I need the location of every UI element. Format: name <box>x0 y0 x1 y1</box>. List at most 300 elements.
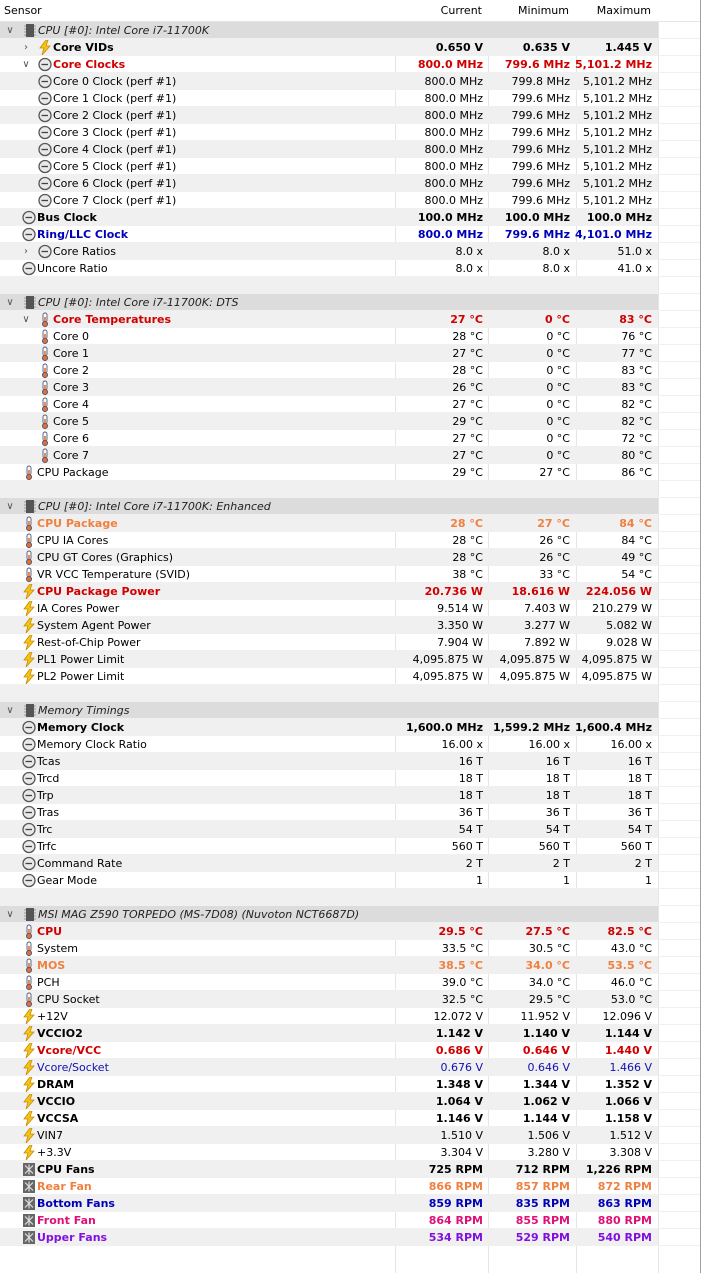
sensor-row[interactable] <box>0 175 700 192</box>
maximum-value: 18 T <box>627 772 652 785</box>
maximum-value: 100.0 MHz <box>586 211 652 224</box>
maximum-value: 82 °C <box>621 415 652 428</box>
sensor-group-row[interactable] <box>0 294 700 311</box>
sensor-row[interactable] <box>0 600 700 617</box>
sensor-label: Bottom Fans <box>37 1197 115 1210</box>
chevron-down-icon[interactable]: ∨ <box>22 314 30 325</box>
minimum-value: 799.6 MHz <box>504 58 570 71</box>
clock-icon <box>22 856 36 871</box>
sensor-row[interactable] <box>0 1178 700 1195</box>
sensor-row[interactable] <box>0 736 700 753</box>
sensor-row[interactable] <box>0 872 700 889</box>
sensor-row[interactable] <box>0 838 700 855</box>
sensor-label: Ring/LLC Clock <box>37 228 129 241</box>
maximum-value: 540 RPM <box>597 1231 652 1244</box>
sensor-row[interactable] <box>0 787 700 804</box>
maximum-value: 1.158 V <box>604 1112 652 1125</box>
spacer-row <box>0 685 700 702</box>
minimum-value: 16.00 x <box>528 738 570 751</box>
current-value: 28 °C <box>452 551 483 564</box>
chevron-down-icon[interactable]: ∨ <box>6 909 14 920</box>
sensor-label: Core 4 <box>53 398 89 411</box>
sensor-label: Trp <box>37 789 54 802</box>
chevron-down-icon[interactable]: ∨ <box>6 705 14 716</box>
thermometer-icon <box>22 975 36 990</box>
maximum-value: 76 °C <box>621 330 652 343</box>
sensor-row[interactable] <box>0 1161 700 1178</box>
sensor-row[interactable] <box>0 1025 700 1042</box>
sensor-label: Memory Clock Ratio <box>37 738 147 751</box>
clock-icon <box>22 720 36 735</box>
sensor-label: PCH <box>37 976 60 989</box>
sensor-row[interactable] <box>0 209 700 226</box>
sensor-row[interactable] <box>0 583 700 600</box>
current-value: 27 °C <box>450 313 483 326</box>
maximum-value: 1,600.4 MHz <box>574 721 652 734</box>
sensor-row[interactable] <box>0 192 700 209</box>
current-value: 27 °C <box>452 398 483 411</box>
current-value: 4,095.875 W <box>412 653 483 666</box>
current-value: 1.510 V <box>440 1129 483 1142</box>
thermometer-icon <box>38 329 52 344</box>
chip-icon <box>23 703 37 718</box>
clock-icon <box>22 210 36 225</box>
sensor-row[interactable] <box>0 311 700 328</box>
current-value: 800.0 MHz <box>424 126 483 139</box>
sensor-label: Core 3 Clock (perf #1) <box>53 126 177 139</box>
chevron-down-icon[interactable]: ∨ <box>6 25 14 36</box>
current-value: 800.0 MHz <box>424 177 483 190</box>
sensor-label: System <box>37 942 79 955</box>
maximum-value: 5,101.2 MHz <box>582 177 652 190</box>
sensor-label: Core 4 Clock (perf #1) <box>53 143 177 156</box>
sensor-label: CPU <box>37 925 63 938</box>
sensor-row[interactable] <box>0 73 700 90</box>
sensor-row[interactable] <box>0 396 700 413</box>
clock-icon <box>38 244 52 259</box>
minimum-value: 7.403 W <box>524 602 570 615</box>
maximum-value: 80 °C <box>621 449 652 462</box>
fan-icon <box>22 1230 36 1245</box>
clock-icon <box>22 805 36 820</box>
sensor-list <box>0 22 700 1246</box>
sensor-row[interactable] <box>0 430 700 447</box>
lightning-icon <box>38 40 52 55</box>
sensor-row[interactable] <box>0 328 700 345</box>
minimum-value: 100.0 MHz <box>504 211 570 224</box>
sensor-row[interactable] <box>0 566 700 583</box>
chip-icon <box>23 499 37 514</box>
lightning-icon <box>22 1060 36 1075</box>
header-sensor[interactable]: Sensor <box>4 4 42 17</box>
minimum-value: 1,599.2 MHz <box>492 721 570 734</box>
current-value: 800.0 MHz <box>424 194 483 207</box>
minimum-value: 34.0 °C <box>528 976 570 989</box>
header-current[interactable]: Current <box>440 4 482 17</box>
maximum-value: 53.0 °C <box>610 993 652 1006</box>
lightning-icon <box>22 1043 36 1058</box>
spacer-row <box>0 481 700 498</box>
sensor-row[interactable] <box>0 855 700 872</box>
current-value: 800.0 MHz <box>417 58 483 71</box>
sensor-row[interactable] <box>0 515 700 532</box>
sensor-label: System Agent Power <box>37 619 151 632</box>
chevron-down-icon[interactable]: ∨ <box>6 501 14 512</box>
maximum-value: 41.0 x <box>617 262 652 275</box>
minimum-value: 799.6 MHz <box>511 126 570 139</box>
minimum-value: 799.6 MHz <box>511 109 570 122</box>
clock-icon <box>38 142 52 157</box>
current-value: 7.904 W <box>437 636 483 649</box>
sensor-row[interactable] <box>0 617 700 634</box>
sensor-row[interactable] <box>0 719 700 736</box>
sensor-row[interactable] <box>0 1076 700 1093</box>
sensor-row[interactable] <box>0 124 700 141</box>
sensor-row[interactable] <box>0 1212 700 1229</box>
fan-icon <box>22 1162 36 1177</box>
sensor-label: Core 2 <box>53 364 89 377</box>
current-value: 866 RPM <box>428 1180 483 1193</box>
clock-icon <box>38 159 52 174</box>
current-value: 800.0 MHz <box>424 75 483 88</box>
maximum-value: 2 T <box>634 857 652 870</box>
minimum-value: 3.280 V <box>527 1146 570 1159</box>
sensor-label: CPU Package Power <box>37 585 161 598</box>
sensor-row[interactable] <box>0 940 700 957</box>
maximum-value: 12.096 V <box>602 1010 652 1023</box>
sensor-label: Core Ratios <box>53 245 116 258</box>
current-value: 0.650 V <box>435 41 483 54</box>
maximum-value: 84 °C <box>619 517 652 530</box>
sensor-row[interactable] <box>0 1110 700 1127</box>
thermometer-icon <box>38 312 52 327</box>
thermometer-icon <box>38 346 52 361</box>
minimum-value: 855 RPM <box>515 1214 570 1227</box>
current-value: 800.0 MHz <box>424 92 483 105</box>
clock-icon <box>38 176 52 191</box>
maximum-value: 5,101.2 MHz <box>574 58 652 71</box>
sensor-row[interactable] <box>0 226 700 243</box>
maximum-value: 77 °C <box>621 347 652 360</box>
minimum-value: 799.6 MHz <box>511 160 570 173</box>
sensor-row[interactable] <box>0 379 700 396</box>
current-value: 8.0 x <box>455 262 483 275</box>
thermometer-icon <box>38 363 52 378</box>
minimum-value: 0 °C <box>546 381 570 394</box>
clock-icon <box>38 125 52 140</box>
minimum-value: 0 °C <box>544 313 570 326</box>
sensor-label: Tcas <box>37 755 61 768</box>
current-value: 1.348 V <box>435 1078 483 1091</box>
minimum-value: 36 T <box>545 806 570 819</box>
sensor-row[interactable] <box>0 923 700 940</box>
current-value: 29 °C <box>452 415 483 428</box>
sensor-label: Trcd <box>37 772 60 785</box>
clock-icon <box>38 57 52 72</box>
maximum-value: 5,101.2 MHz <box>582 126 652 139</box>
sensor-row[interactable] <box>0 243 700 260</box>
sensor-row[interactable] <box>0 56 700 73</box>
sensor-row[interactable] <box>0 1127 700 1144</box>
maximum-value: 1.066 V <box>604 1095 652 1108</box>
sensor-label: MOS <box>37 959 66 972</box>
maximum-value: 43.0 °C <box>610 942 652 955</box>
chevron-down-icon[interactable]: ∨ <box>6 297 14 308</box>
clock-icon <box>22 227 36 242</box>
sensor-row[interactable] <box>0 1059 700 1076</box>
clock-icon <box>22 822 36 837</box>
header-minimum[interactable]: Minimum <box>518 4 569 17</box>
lightning-icon <box>22 635 36 650</box>
sensor-label: Command Rate <box>37 857 123 870</box>
minimum-value: 529 RPM <box>515 1231 570 1244</box>
maximum-value: 1.144 V <box>604 1027 652 1040</box>
maximum-value: 18 T <box>627 789 652 802</box>
sensor-label: Core 0 Clock (perf #1) <box>53 75 177 88</box>
sensor-label: VR VCC Temperature (SVID) <box>37 568 191 581</box>
maximum-value: 84 °C <box>621 534 652 547</box>
maximum-value: 86 °C <box>621 466 652 479</box>
sensor-row[interactable] <box>0 362 700 379</box>
sensor-label: Core 5 Clock (perf #1) <box>53 160 177 173</box>
current-value: 8.0 x <box>455 245 483 258</box>
sensor-row[interactable] <box>0 413 700 430</box>
clock-icon <box>22 839 36 854</box>
sensor-row[interactable] <box>0 668 700 685</box>
maximum-value: 1 <box>645 874 652 887</box>
sensor-group-row[interactable] <box>0 22 700 39</box>
sensor-row[interactable] <box>0 464 700 481</box>
maximum-value: 5,101.2 MHz <box>582 92 652 105</box>
sensor-row[interactable] <box>0 1195 700 1212</box>
spacer-row <box>0 889 700 906</box>
thermometer-icon <box>38 431 52 446</box>
minimum-value: 1.344 V <box>522 1078 570 1091</box>
current-value: 864 RPM <box>428 1214 483 1227</box>
sensor-label: Core 6 Clock (perf #1) <box>53 177 177 190</box>
sensor-label: PL2 Power Limit <box>37 670 125 683</box>
maximum-value: 5,101.2 MHz <box>582 160 652 173</box>
sensor-label: Core 1 <box>53 347 89 360</box>
chevron-right-icon[interactable]: › <box>24 246 28 257</box>
minimum-value: 799.6 MHz <box>511 92 570 105</box>
header-maximum[interactable]: Maximum <box>596 4 651 17</box>
sensor-row[interactable] <box>0 158 700 175</box>
window-edge <box>700 0 701 1273</box>
sensor-label: Rear Fan <box>37 1180 92 1193</box>
thermometer-icon <box>38 448 52 463</box>
current-value: 27 °C <box>452 449 483 462</box>
maximum-value: 1.512 V <box>609 1129 652 1142</box>
minimum-value: 0 °C <box>546 449 570 462</box>
minimum-value: 16 T <box>545 755 570 768</box>
sensor-label: Core 0 <box>53 330 89 343</box>
group-label: CPU [#0]: Intel Core i7-11700K <box>38 24 210 37</box>
sensor-row[interactable] <box>0 804 700 821</box>
maximum-value: 36 T <box>627 806 652 819</box>
current-value: 100.0 MHz <box>417 211 483 224</box>
sensor-row[interactable] <box>0 90 700 107</box>
sensor-row[interactable] <box>0 1042 700 1059</box>
clock-icon <box>22 737 36 752</box>
sensor-row[interactable] <box>0 39 700 56</box>
maximum-value: 1.445 V <box>604 41 652 54</box>
row-background <box>0 685 658 702</box>
sensor-row[interactable] <box>0 821 700 838</box>
sensor-group-row[interactable] <box>0 498 700 515</box>
sensor-label: Tras <box>37 806 60 819</box>
sensor-row[interactable] <box>0 1093 700 1110</box>
maximum-value: 16 T <box>627 755 652 768</box>
thermometer-icon <box>22 992 36 1007</box>
sensor-label: Core 6 <box>53 432 89 445</box>
minimum-value: 0 °C <box>546 330 570 343</box>
minimum-value: 27.5 °C <box>525 925 570 938</box>
maximum-value: 1.352 V <box>604 1078 652 1091</box>
maximum-value: 224.056 W <box>585 585 652 598</box>
current-value: 800.0 MHz <box>424 109 483 122</box>
current-value: 16.00 x <box>441 738 483 751</box>
sensor-label: Bus Clock <box>37 211 97 224</box>
sensor-label: DRAM <box>37 1078 75 1091</box>
lightning-icon <box>22 1026 36 1041</box>
minimum-value: 712 RPM <box>515 1163 570 1176</box>
column-header <box>0 0 700 22</box>
sensor-label: Rest-of-Chip Power <box>37 636 141 649</box>
sensor-row[interactable] <box>0 770 700 787</box>
lightning-icon <box>22 1094 36 1109</box>
sensor-label: PL1 Power Limit <box>37 653 125 666</box>
clock-icon <box>38 108 52 123</box>
current-value: 38.5 °C <box>438 959 483 972</box>
chip-icon <box>23 23 37 38</box>
chevron-down-icon[interactable]: ∨ <box>22 59 30 70</box>
sensor-row[interactable] <box>0 260 700 277</box>
sensor-row[interactable] <box>0 107 700 124</box>
group-label: CPU [#0]: Intel Core i7-11700K: Enhanced <box>38 500 271 513</box>
minimum-value: 560 T <box>538 840 570 853</box>
sensor-label: CPU Package <box>37 466 109 479</box>
current-value: 725 RPM <box>428 1163 483 1176</box>
thermometer-icon <box>38 380 52 395</box>
minimum-value: 0 °C <box>546 432 570 445</box>
maximum-value: 3.308 V <box>609 1146 652 1159</box>
current-value: 560 T <box>451 840 483 853</box>
sensor-label: IA Cores Power <box>37 602 120 615</box>
minimum-value: 0 °C <box>546 364 570 377</box>
minimum-value: 30.5 °C <box>528 942 570 955</box>
current-value: 800.0 MHz <box>417 228 483 241</box>
minimum-value: 18.616 W <box>511 585 570 598</box>
minimum-value: 26 °C <box>539 551 570 564</box>
current-value: 54 T <box>458 823 483 836</box>
sensor-label: Trfc <box>37 840 57 853</box>
minimum-value: 799.6 MHz <box>504 228 570 241</box>
sensor-label: Upper Fans <box>37 1231 108 1244</box>
sensor-label: Core Temperatures <box>53 313 172 326</box>
minimum-value: 0 °C <box>546 415 570 428</box>
row-background <box>0 277 658 294</box>
lightning-icon <box>22 1009 36 1024</box>
maximum-value: 880 RPM <box>597 1214 652 1227</box>
sensor-row[interactable] <box>0 753 700 770</box>
lightning-icon <box>22 669 36 684</box>
chip-icon <box>23 295 37 310</box>
current-value: 4,095.875 W <box>412 670 483 683</box>
clock-icon <box>22 771 36 786</box>
clock-icon <box>38 193 52 208</box>
minimum-value: 8.0 x <box>542 245 570 258</box>
sensor-row[interactable] <box>0 651 700 668</box>
current-value: 38 °C <box>452 568 483 581</box>
clock-icon <box>22 873 36 888</box>
sensor-row[interactable] <box>0 991 700 1008</box>
sensor-label: Core 2 Clock (perf #1) <box>53 109 177 122</box>
maximum-value: 54 T <box>627 823 652 836</box>
sensor-label: CPU Socket <box>37 993 100 1006</box>
maximum-value: 82 °C <box>621 398 652 411</box>
thermometer-icon <box>22 924 36 939</box>
thermometer-icon <box>22 550 36 565</box>
fan-icon <box>22 1213 36 1228</box>
thermometer-icon <box>22 516 36 531</box>
sensor-row[interactable] <box>0 1144 700 1161</box>
maximum-value: 5,101.2 MHz <box>582 109 652 122</box>
current-value: 33.5 °C <box>441 942 483 955</box>
lightning-icon <box>22 1145 36 1160</box>
sensor-row[interactable] <box>0 1008 700 1025</box>
sensor-label: Core 5 <box>53 415 89 428</box>
sensor-row[interactable] <box>0 447 700 464</box>
current-value: 1,600.0 MHz <box>405 721 483 734</box>
current-value: 0.676 V <box>440 1061 483 1074</box>
sensor-label: Uncore Ratio <box>37 262 108 275</box>
sensor-row[interactable] <box>0 974 700 991</box>
minimum-value: 0.646 V <box>522 1044 570 1057</box>
minimum-value: 799.8 MHz <box>511 75 570 88</box>
sensor-row[interactable] <box>0 532 700 549</box>
maximum-value: 1,226 RPM <box>585 1163 652 1176</box>
fan-icon <box>22 1179 36 1194</box>
current-value: 1.146 V <box>435 1112 483 1125</box>
sensor-row[interactable] <box>0 957 700 974</box>
sensor-row[interactable] <box>0 1229 700 1246</box>
sensor-row[interactable] <box>0 141 700 158</box>
current-value: 32.5 °C <box>441 993 483 1006</box>
minimum-value: 18 T <box>545 772 570 785</box>
minimum-value: 857 RPM <box>515 1180 570 1193</box>
minimum-value: 33 °C <box>539 568 570 581</box>
current-value: 28 °C <box>452 330 483 343</box>
fan-icon <box>22 1196 36 1211</box>
sensor-row[interactable] <box>0 345 700 362</box>
maximum-value: 83 °C <box>621 381 652 394</box>
sensor-label: Trc <box>37 823 53 836</box>
chevron-right-icon[interactable]: › <box>24 42 28 53</box>
sensor-label: VCCIO <box>37 1095 76 1108</box>
minimum-value: 34.0 °C <box>525 959 570 972</box>
sensor-row[interactable] <box>0 549 700 566</box>
maximum-value: 9.028 W <box>606 636 652 649</box>
current-value: 859 RPM <box>428 1197 483 1210</box>
minimum-value: 799.6 MHz <box>511 177 570 190</box>
maximum-value: 4,095.875 W <box>581 670 652 683</box>
current-value: 29 °C <box>452 466 483 479</box>
thermometer-icon <box>22 941 36 956</box>
sensor-group-row[interactable] <box>0 906 700 923</box>
sensor-row[interactable] <box>0 634 700 651</box>
sensor-group-row[interactable] <box>0 702 700 719</box>
